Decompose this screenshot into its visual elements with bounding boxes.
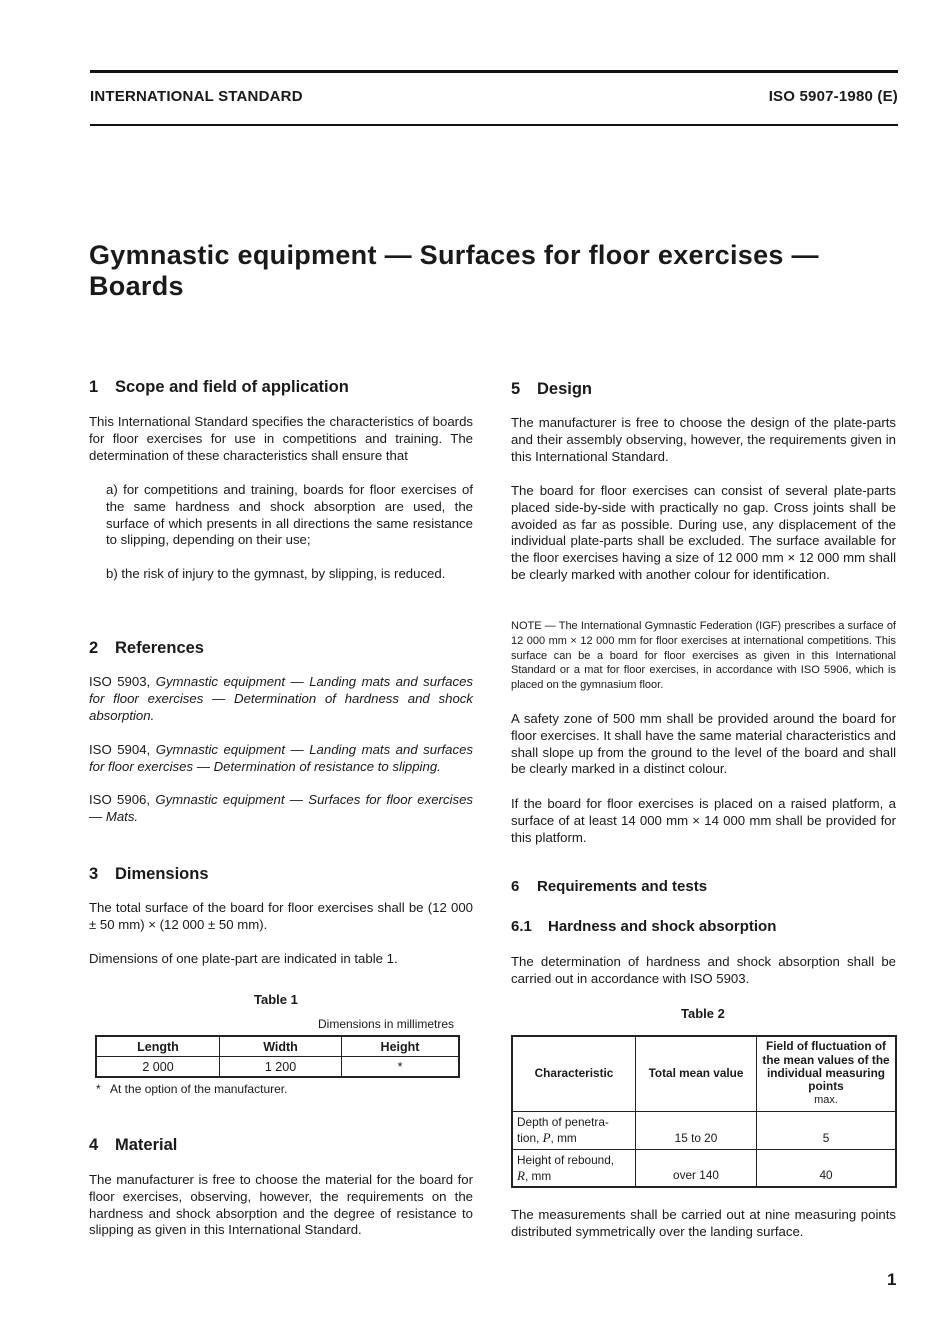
title-line-1: Gymnastic equipment — Surfaces for floor exercises — [89, 240, 819, 270]
reference-title: Gymnastic equipment — Landing mats and surfaces for floor exercises — Determination of hardness and shock absorption. [89, 674, 473, 723]
section-title: Scope and field of application [115, 378, 349, 396]
characteristic-line-2 [517, 1168, 631, 1184]
section-5-paragraph-3: A safety zone of 500 mm shall be provided around the board for floor exercises. It shall have the same material characteristics and shall slope up from the ground to the level of the board and shall be clearly marked in a distinct colour. [511, 711, 896, 777]
section-1-paragraph: This International Standard specifies the characteristics of boards for floor exercises for use in competitions and training. The determination of these characteristics shall ensure that [89, 414, 473, 463]
subsection-6-1-paragraph-2: The measurements shall be carried out at nine measuring points distributed symmetrically over the landing surface. [511, 1207, 896, 1239]
section-2-heading [89, 639, 204, 658]
characteristic-unit: , mm [524, 1168, 552, 1183]
section-5-paragraph-4: If the board for floor exercises is placed on a raised platform, a surface of at least 14 000 mm × 14 000 mm shall be provided for this platform. [511, 796, 896, 845]
table-cell: 2 000 [96, 1057, 220, 1078]
table-header-row [96, 1036, 459, 1057]
header-iso-number: ISO 5907-1980 (E) [768, 88, 898, 105]
reference-iso-5906 [89, 792, 473, 826]
table-header-text: Field of fluctuation of the mean values of the individual measuring points [762, 1039, 890, 1094]
characteristic-line-1: Height of rebound, [517, 1152, 615, 1167]
section-5-note: NOTE — The International Gymnastic Federation (IGF) prescribes a surface of 12 000 mm × 12 000 mm for floor exercises at international competitions. This surface can be a board for floor exercises as given in this International Standard or a mat for floor exercises, in accordance with ISO 5906, which is placed on the gymnasium floor. [511, 620, 896, 692]
section-number: 3 [89, 865, 99, 883]
table-row [96, 1057, 459, 1078]
section-6-heading [511, 878, 707, 895]
section-3-heading [89, 865, 209, 884]
table-cell-characteristic [512, 1111, 636, 1149]
table-header-cell: Length [96, 1036, 220, 1057]
table-1-units: Dimensions in millimetres [318, 1017, 455, 1031]
characteristic-symbol: R [517, 1167, 525, 1183]
section-4-heading [89, 1136, 177, 1155]
reference-code: ISO 5906, [89, 792, 156, 807]
section-3-paragraph: The total surface of the board for floor exercises shall be (12 000 ± 50 mm) × (12 000 ± 50 mm). [89, 900, 473, 932]
section-title: Dimensions [115, 865, 209, 883]
section-title: Requirements and tests [537, 878, 708, 895]
section-1-item-b: b) the risk of injury to the gymnast, by slipping, is reduced. [106, 566, 446, 581]
table-row [512, 1111, 896, 1149]
top-rule [90, 70, 898, 73]
table-1-caption: Table 1 [254, 992, 298, 1007]
table-header-row [512, 1036, 896, 1111]
section-5-paragraph-2: The board for floor exercises can consist of several plate-parts placed side-by-side with practically no gap. Cross joints shall be avoided as far as possible. During use, any displacement of the individual plate-parts shall be excluded. The surface available for the floor exercises having a size of 12 000 mm × 12 000 mm shall be clearly marked with another colour for identification. [511, 483, 896, 582]
page-number: 1 [887, 1270, 897, 1289]
subsection-number: 6.1 [511, 918, 532, 935]
table-header-cell: Characteristic [512, 1036, 636, 1111]
table-header-cell: Height [342, 1036, 460, 1057]
section-1-item-a: a) for competitions and training, boards for floor exercises of the same hardness and shock absorption are used, the surface of which presents in all directions the same resistance to slipping, depending on their use; [106, 482, 473, 548]
table-cell: over 140 [636, 1149, 757, 1187]
table-1-footnote: * At the option of the manufacturer. [96, 1082, 288, 1096]
section-title: Design [537, 380, 593, 398]
table-cell: 5 [757, 1111, 897, 1149]
reference-code: ISO 5903, [89, 674, 156, 689]
characteristic-line-2 [517, 1130, 631, 1146]
table-header-max: max. [814, 1093, 838, 1106]
table-cell: 1 200 [220, 1057, 342, 1078]
reference-iso-5903 [89, 674, 473, 724]
section-5-heading [511, 380, 592, 399]
characteristic-unit: , mm [550, 1130, 577, 1145]
reference-title: Gymnastic equipment — Surfaces for floor exercises — Mats. [89, 792, 473, 824]
title-line-2: Boards [89, 271, 184, 301]
section-number: 5 [511, 380, 521, 398]
table-2-caption: Table 2 [681, 1006, 725, 1021]
reference-title: Gymnastic equipment — Landing mats and surfaces for floor exercises — Determination of resistance to slipping. [89, 742, 473, 774]
section-3-table-reference: Dimensions of one plate-part are indicated in table 1. [89, 951, 398, 966]
section-title: References [115, 639, 204, 657]
reference-code: ISO 5904, [89, 742, 156, 757]
table-header-cell: Width [220, 1036, 342, 1057]
section-number: 2 [89, 639, 99, 657]
reference-iso-5904 [89, 742, 473, 776]
section-number: 1 [89, 378, 99, 396]
section-1-heading [89, 378, 349, 397]
table-header-cell: Total mean value [636, 1036, 757, 1111]
subsection-title: Hardness and shock absorption [548, 918, 777, 935]
section-4-paragraph: The manufacturer is free to choose the material for the board for floor exercises, observing, however, the requirements on the hardness and shock absorption and the degree of resistance to slipping as given in this International Standard. [89, 1172, 473, 1238]
table-cell: 40 [757, 1149, 897, 1187]
document-title [89, 240, 819, 302]
section-title: Material [115, 1136, 178, 1154]
header-standard-label: INTERNATIONAL STANDARD [90, 88, 303, 105]
table-cell: 15 to 20 [636, 1111, 757, 1149]
table-header-cell [757, 1036, 897, 1111]
table-row [512, 1149, 896, 1187]
header-rule [90, 124, 898, 126]
section-5-paragraph-1: The manufacturer is free to choose the design of the plate-parts and their assembly observing, however, the requirements given in this International Standard. [511, 415, 896, 464]
table-2 [511, 1035, 897, 1188]
characteristic-text: tion, [517, 1130, 543, 1145]
table-cell-characteristic [512, 1149, 636, 1187]
table-1 [95, 1035, 460, 1078]
section-number: 6 [511, 878, 520, 895]
subsection-6-1-paragraph: The determination of hardness and shock absorption shall be carried out in accordance with ISO 5903. [511, 954, 896, 986]
table-cell: * [342, 1057, 460, 1078]
subsection-6-1-heading [511, 918, 776, 935]
characteristic-line-1: Depth of penetra- [517, 1114, 609, 1129]
characteristic-symbol: P [542, 1129, 551, 1145]
section-number: 4 [89, 1136, 99, 1154]
